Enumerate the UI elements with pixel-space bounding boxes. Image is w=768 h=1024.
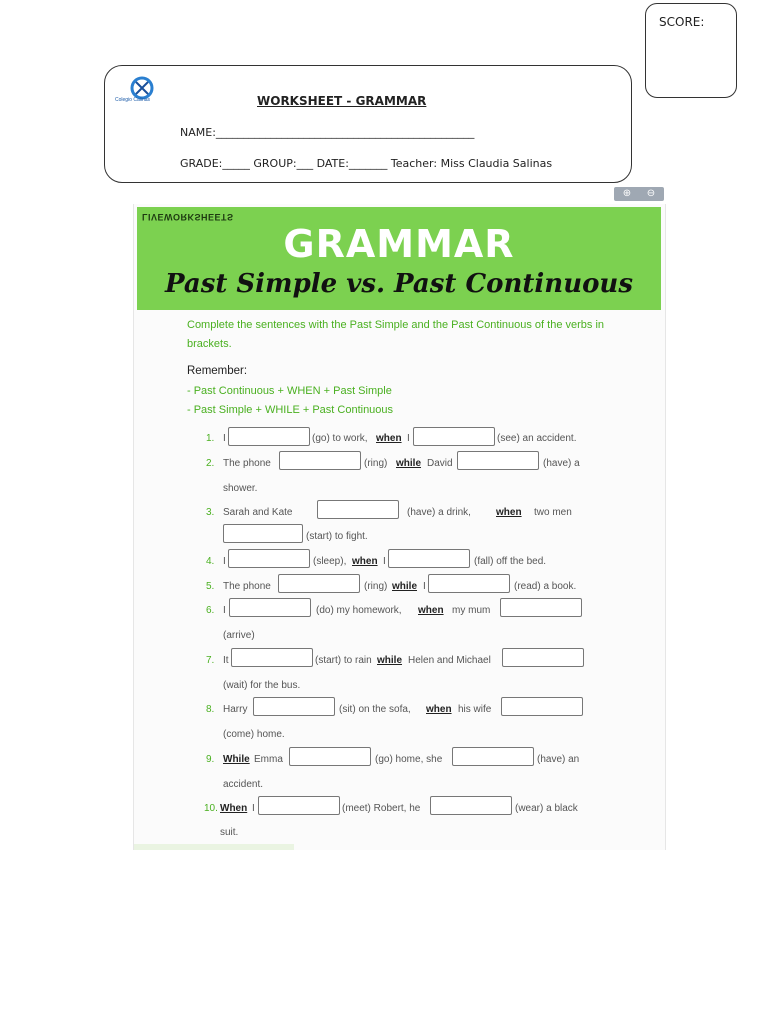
- remember-heading: Remember:: [187, 365, 248, 377]
- q5-answer-1[interactable]: [278, 574, 360, 593]
- q5-text: (read) a book.: [514, 581, 577, 592]
- instructions: Complete the sentences with the Past Simple and the Past Continuous of the verbs in brackets.: [187, 319, 605, 350]
- q8-text: Harry: [223, 704, 248, 715]
- q7-answer-1[interactable]: [231, 648, 313, 667]
- rule-when: - Past Continuous + WHEN + Past Simple: [187, 385, 392, 397]
- q8-text: (come) home.: [223, 729, 285, 740]
- zoom-in-icon[interactable]: ⊕: [622, 188, 632, 199]
- q6-text: (do) my homework,: [316, 605, 402, 616]
- q9-answer-1[interactable]: [289, 747, 371, 766]
- q9-text: accident.: [223, 779, 264, 790]
- banner-subtitle: Past Simple vs. Past Continuous: [165, 269, 633, 299]
- zoom-out-icon[interactable]: ⊖: [646, 188, 656, 199]
- q2-answer-2[interactable]: [457, 451, 539, 470]
- q9-text: (have) an: [537, 754, 580, 765]
- q7-text: (wait) for the bus.: [223, 680, 301, 691]
- q2-text: shower.: [223, 483, 258, 494]
- q3-text: (have) a drink,: [407, 507, 471, 518]
- q10-text: (wear) a black: [515, 803, 578, 814]
- q7-answer-2[interactable]: [502, 648, 584, 667]
- q7-number: 7.: [206, 655, 215, 666]
- q7-text: It: [223, 655, 229, 666]
- worksheet-title: WORKSHEET - GRAMMAR: [257, 94, 427, 108]
- q8-answer-2[interactable]: [501, 697, 583, 716]
- q8-number: 8.: [206, 704, 215, 715]
- q1-number: 1.: [206, 433, 215, 444]
- q3-text: (start) to fight.: [306, 531, 368, 542]
- q10-keyword: When: [220, 803, 248, 814]
- q4-number: 4.: [206, 556, 215, 567]
- q3-text: two men: [534, 507, 572, 518]
- q6-number: 6.: [206, 605, 215, 616]
- q2-text: The phone: [223, 458, 271, 469]
- q5-keyword: while: [392, 581, 418, 592]
- q5-text: (ring): [364, 581, 388, 592]
- banner-title: GRAMMAR: [283, 222, 515, 266]
- grammar-banner: [137, 207, 661, 310]
- q6-keyword: when: [418, 605, 444, 616]
- q2-text: David: [427, 458, 453, 469]
- q9-number: 9.: [206, 754, 215, 765]
- q4-text: I: [223, 556, 226, 567]
- q10-number: 10.: [204, 803, 218, 814]
- q10-text: suit.: [220, 827, 239, 838]
- q4-answer-1[interactable]: [228, 549, 310, 568]
- worksheet-page: [133, 204, 666, 850]
- q9-text: Emma: [254, 754, 283, 765]
- q7-keyword: while: [377, 655, 403, 666]
- q1-text: (go) to work,: [312, 433, 368, 444]
- score-box: [645, 3, 737, 98]
- q4-text: (sleep),: [313, 556, 347, 567]
- q9-text: (go) home, she: [375, 754, 443, 765]
- school-logo-text: Colegio Calinas: [115, 97, 151, 103]
- details-line: GRADE:_____ GROUP:___ DATE:_______ Teacher: Miss Claudia Salinas: [180, 157, 553, 170]
- q1-text: (see) an accident.: [497, 433, 577, 444]
- rule-while: - Past Simple + WHILE + Past Continuous: [187, 404, 394, 416]
- q10-answer-2[interactable]: [430, 796, 512, 815]
- q10-text: (meet) Robert, he: [342, 803, 421, 814]
- q7-text: (start) to rain: [315, 655, 372, 666]
- q1-answer-2[interactable]: [413, 427, 495, 446]
- q5-number: 5.: [206, 581, 215, 592]
- q3-text: Sarah and Kate: [223, 507, 293, 518]
- q8-keyword: when: [426, 704, 452, 715]
- q8-answer-1[interactable]: [253, 697, 335, 716]
- liveworksheets-logo: LIVEWORKSHEETS: [142, 212, 234, 222]
- q5-answer-2[interactable]: [428, 574, 510, 593]
- zoom-controls: [614, 187, 664, 201]
- q8-text: (sit) on the sofa,: [339, 704, 411, 715]
- q2-text: (ring): [364, 458, 388, 469]
- school-logo-icon: [119, 74, 165, 114]
- q2-keyword: while: [396, 458, 422, 469]
- q3-answer-2[interactable]: [223, 524, 303, 543]
- q2-answer-1[interactable]: [279, 451, 361, 470]
- q2-number: 2.: [206, 458, 215, 469]
- q6-text: (arrive): [223, 630, 255, 641]
- name-line: NAME:_______________________________________________: [180, 126, 475, 139]
- q7-text: Helen and Michael: [408, 655, 491, 666]
- q2-text: (have) a: [543, 458, 580, 469]
- q9-keyword: While: [223, 754, 250, 765]
- q3-keyword: when: [496, 507, 522, 518]
- score-label: SCORE:: [659, 15, 705, 29]
- q10-answer-1[interactable]: [258, 796, 340, 815]
- q4-text: I: [383, 556, 386, 567]
- q1-text: I: [223, 433, 226, 444]
- q4-keyword: when: [352, 556, 378, 567]
- q6-answer-2[interactable]: [500, 598, 582, 617]
- q6-text: I: [223, 605, 226, 616]
- q1-answer-1[interactable]: [228, 427, 310, 446]
- sheet-bottom-edge: [134, 844, 294, 850]
- q4-answer-2[interactable]: [388, 549, 470, 568]
- q4-text: (fall) off the bed.: [474, 556, 547, 567]
- q5-text: I: [423, 581, 426, 592]
- q6-text: my mum: [452, 605, 491, 616]
- q3-answer-1[interactable]: [317, 500, 399, 519]
- q1-keyword: when: [376, 433, 402, 444]
- q1-text: I: [407, 433, 410, 444]
- q3-number: 3.: [206, 507, 215, 518]
- q9-answer-2[interactable]: [452, 747, 534, 766]
- worksheet-header: [104, 65, 632, 183]
- q6-answer-1[interactable]: [229, 598, 311, 617]
- q8-text: his wife: [458, 704, 492, 715]
- q5-text: The phone: [223, 581, 271, 592]
- q10-text: I: [252, 803, 255, 814]
